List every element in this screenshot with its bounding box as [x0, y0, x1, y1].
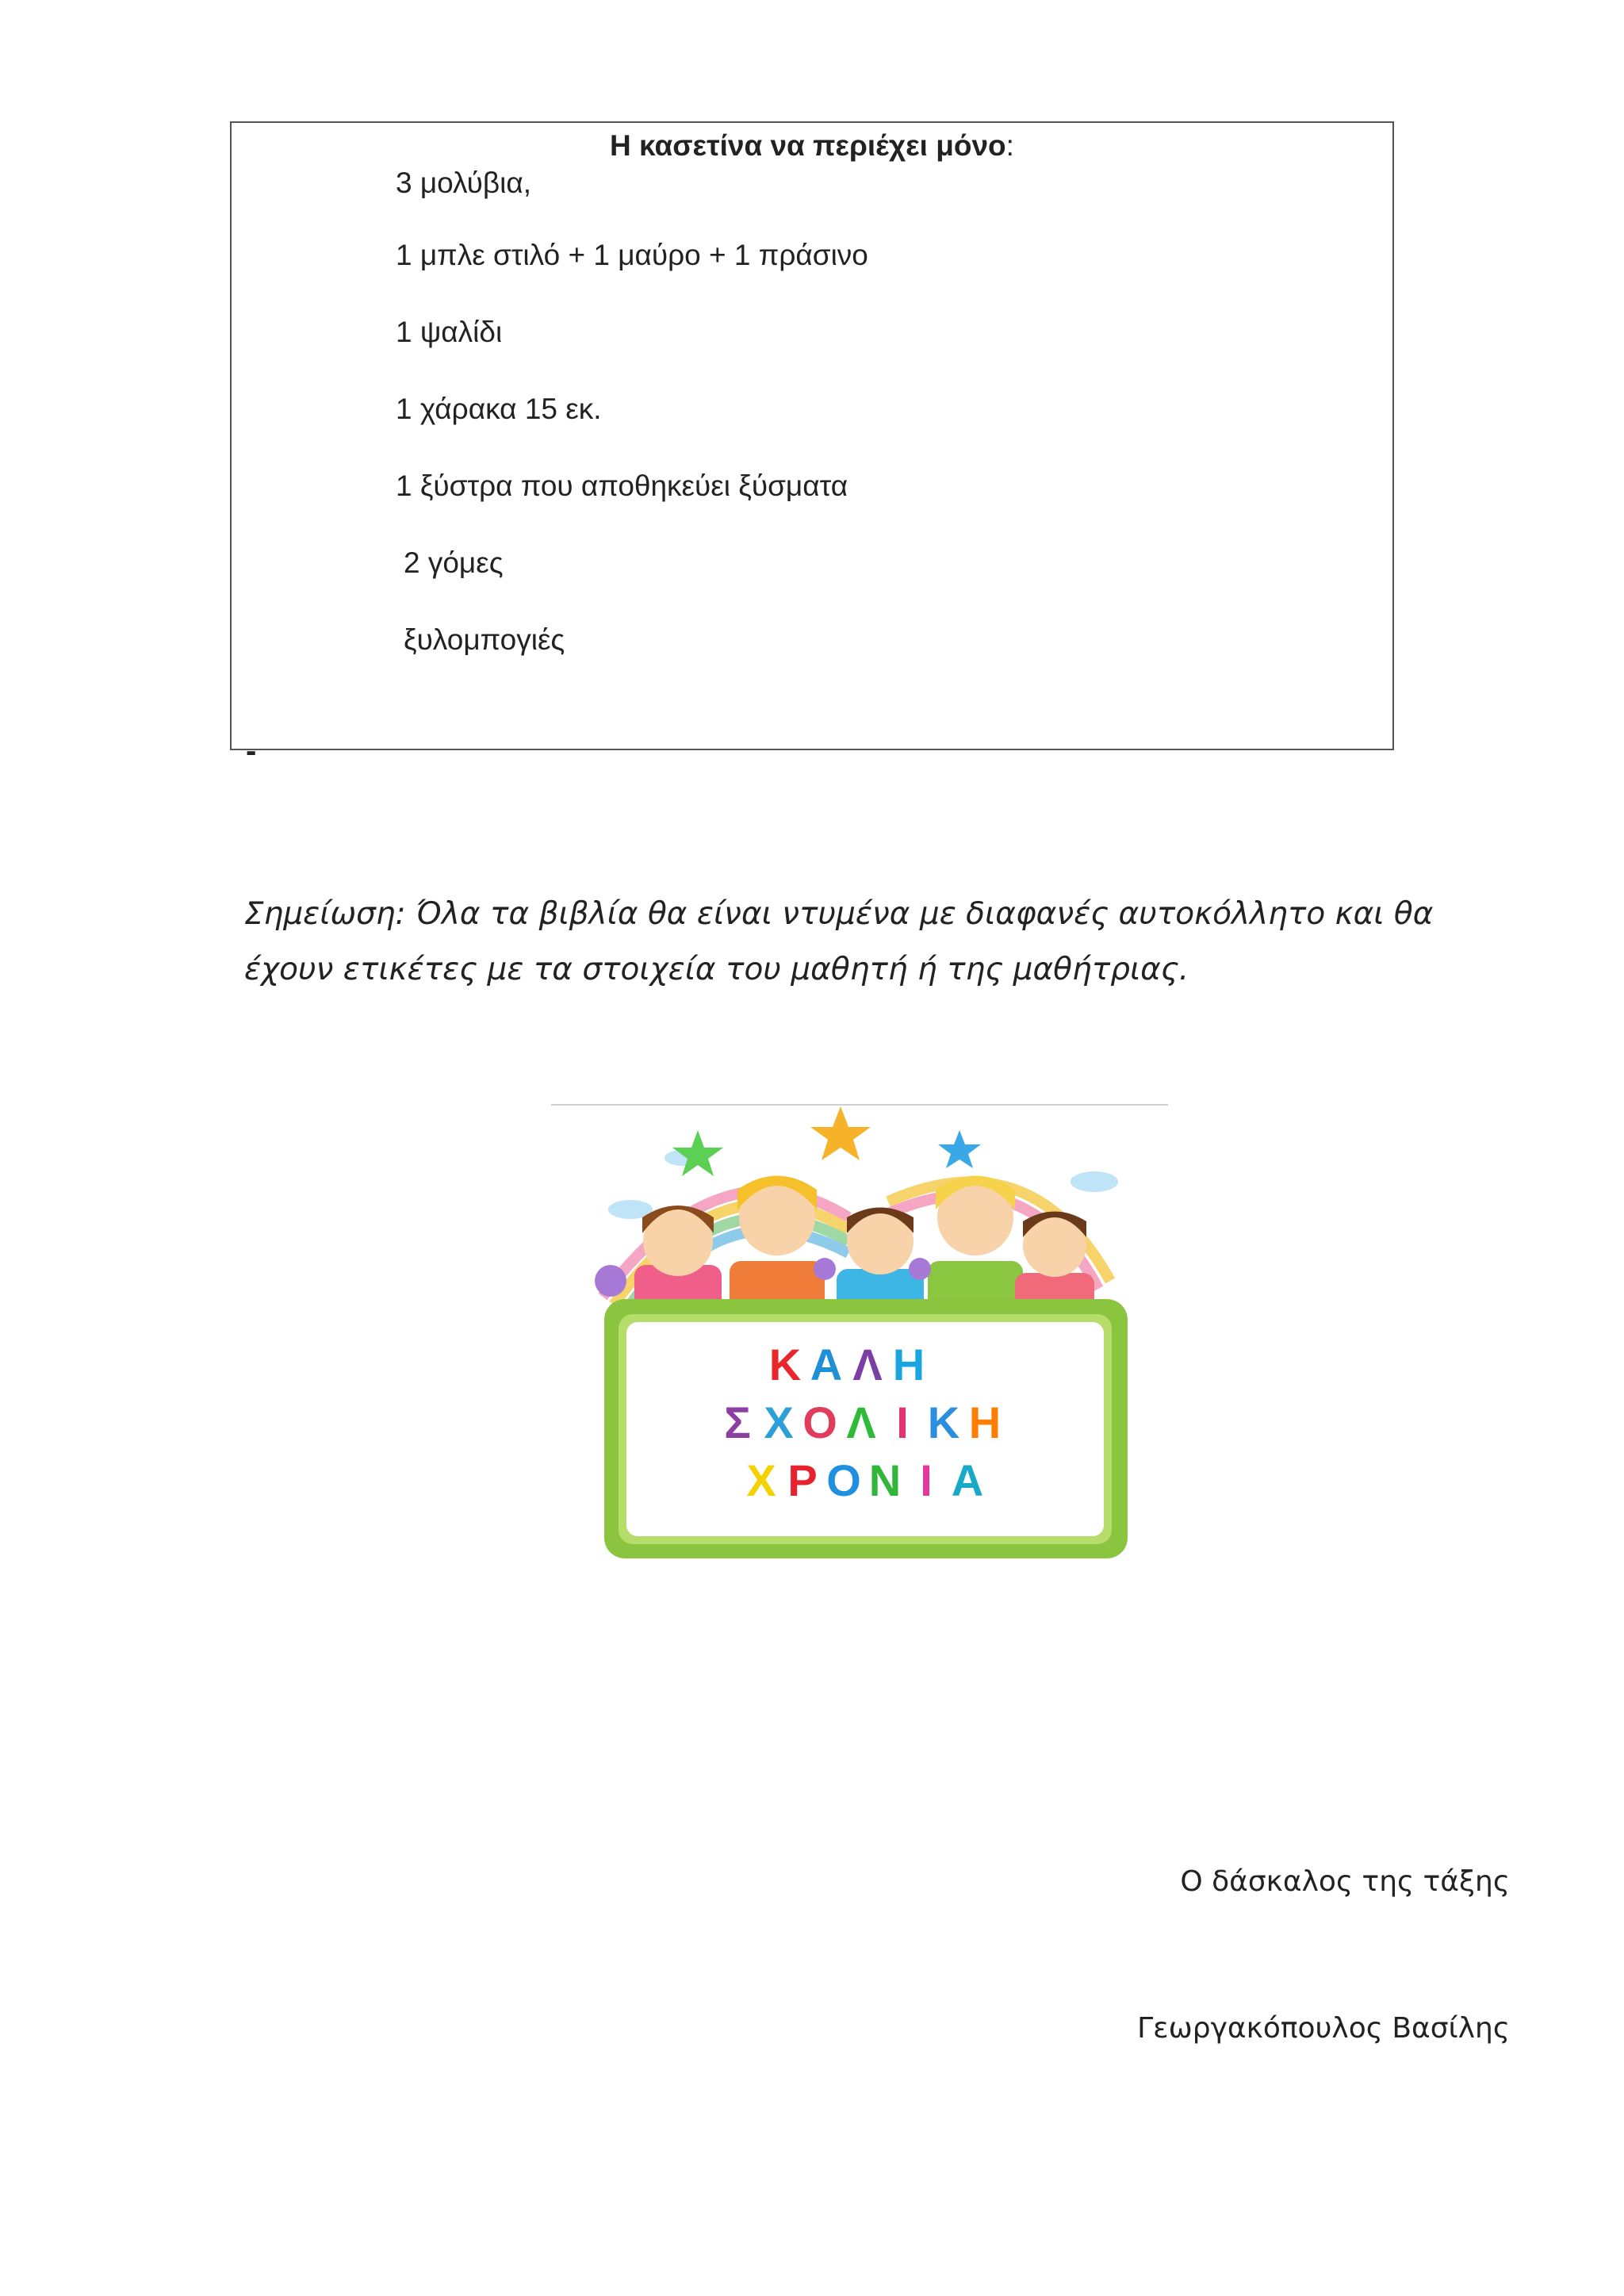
teacher-name: Γεωργακόπουλος Βασίλης: [1137, 2012, 1510, 2045]
note-line-1: Σημείωση: Όλα τα βιβλία θα είναι ντυμένα με διαφανές αυτοκόλλητο και θα: [244, 896, 1434, 932]
supplies-title: [232, 129, 1392, 163]
greeting-letter: Σ: [724, 1397, 751, 1447]
greeting-letter: Α: [810, 1340, 843, 1389]
supplies-title-text: Η κασετίνα να περιέχει μόνο: [610, 129, 1006, 162]
back-to-school-illustration: [587, 1106, 1142, 1558]
greeting-letter: Λ: [852, 1340, 883, 1389]
greeting-letter: Η: [892, 1340, 925, 1389]
supplies-box: [230, 121, 1394, 750]
greeting-letter: Λ: [846, 1397, 876, 1447]
greeting-letter: Ν: [868, 1455, 902, 1505]
greeting-letter: Α: [951, 1455, 984, 1505]
greeting-letter: Χ: [764, 1397, 794, 1447]
supply-item: 2 γόμες: [404, 546, 504, 579]
teacher-role: Ο δάσκαλος της τάξης: [1180, 1865, 1510, 1898]
supply-item: 1 μπλε στιλό + 1 μαύρο + 1 πράσινο: [396, 239, 868, 271]
greeting-letter: Ο: [826, 1455, 861, 1505]
greeting-letter: Ι: [920, 1455, 933, 1505]
supplies-title-colon: :: [1005, 129, 1014, 162]
greeting-letter: Η: [968, 1397, 1002, 1447]
note-paragraph: [244, 887, 1481, 998]
greeting-letter: Κ: [768, 1340, 802, 1389]
greeting-letter: Χ: [746, 1455, 776, 1505]
supply-item: 1 χάρακα 15 εκ.: [396, 393, 602, 425]
note-line-2: έχουν ετικέτες με τα στοιχεία του μαθητή ή της μαθήτριας.: [244, 952, 1189, 987]
stray-dash: -: [246, 734, 257, 769]
supply-item: 1 ξύστρα που αποθηκεύει ξύσματα: [396, 470, 848, 502]
supply-item: 3 μολύβια,: [396, 167, 532, 199]
greeting-letter: Ο: [802, 1397, 837, 1447]
supply-item: 1 ψαλίδι: [396, 316, 503, 348]
greeting-letter: Ρ: [787, 1455, 818, 1505]
greeting-letter: Κ: [927, 1397, 960, 1447]
image-top-divider: [551, 1104, 1168, 1106]
star-icon: [672, 1106, 981, 1176]
supply-item: ξυλομπογιές: [404, 623, 565, 656]
greeting-letter: Ι: [896, 1397, 909, 1447]
